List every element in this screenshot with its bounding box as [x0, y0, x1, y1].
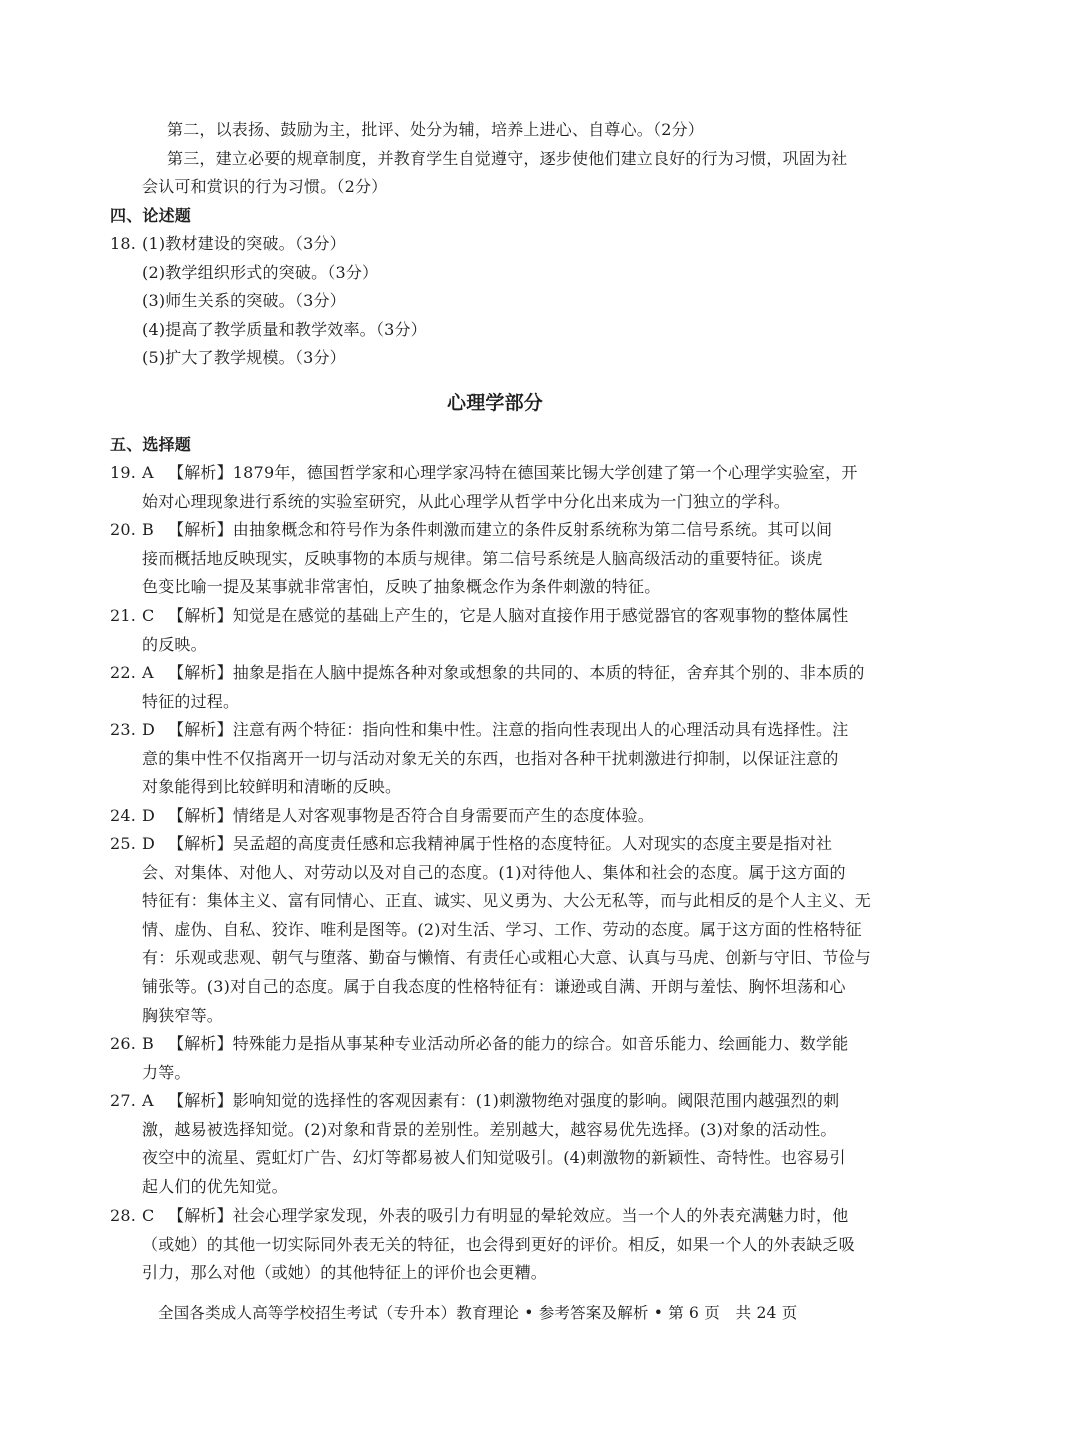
question-26-line: 力等。 [142, 1062, 191, 1082]
answer-item: (1)教材建设的突破。（3分） [142, 234, 346, 253]
prev-answer-line-3: 会认可和赏识的行为习惯。（2分） [142, 177, 388, 196]
question-23-line [110, 720, 848, 740]
question-20-line: 接而概括地反映现实，反映事物的本质与规律。第二信号系统是人脑高级活动的重要特征。谈虎 [142, 548, 823, 568]
question-19-line [110, 463, 858, 483]
answer-letter: A [142, 663, 154, 682]
answer-item: (3)师生关系的突破。（3分） [142, 291, 346, 310]
answer-letter: A [142, 1091, 154, 1110]
explanation-text: 【解析】知觉是在感觉的基础上产生的，它是人脑对直接作用于感觉器官的客观事物的整体属性 [168, 606, 849, 625]
explanation-text: 【解析】社会心理学家发现，外表的吸引力有明显的晕轮效应。当一个人的外表充满魅力时，他 [168, 1206, 849, 1225]
section-heading-essay: 四、论述题 [110, 206, 192, 225]
answer-letter: D [142, 720, 156, 739]
question-number: 24. [110, 806, 137, 825]
question-20-line: 色变比喻一提及某事就非常害怕，反映了抽象概念作为条件刺激的特征。 [142, 577, 661, 597]
question-24-line [110, 806, 654, 826]
question-25-line: 胸狭窄等。 [142, 1005, 224, 1025]
explanation-text: 【解析】影响知觉的选择性的客观因素有：(1)刺激物绝对强度的影响。阈限范围内越强烈的刺 [168, 1091, 840, 1110]
section-heading-choice: 五、选择题 [110, 435, 192, 454]
question-28-line: 引力，那么对他（或她）的其他特征上的评价也会更糟。 [142, 1263, 548, 1283]
question-25-line: 特征有：集体主义、富有同情心、正直、诚实、见义勇为、大公无私等，而与此相反的是个人主义、无 [142, 891, 872, 911]
question-27-line: 起人们的优先知觉。 [142, 1176, 288, 1196]
question-26-line [110, 1034, 848, 1054]
question-18-line [110, 234, 346, 254]
question-number: 21. [110, 606, 137, 625]
question-number: 28. [110, 1206, 137, 1225]
answer-letter: B [142, 520, 154, 539]
explanation-text: 【解析】吴孟超的高度责任感和忘我精神属于性格的态度特征。人对现实的态度主要是指对社 [168, 834, 833, 853]
question-number: 23. [110, 720, 137, 739]
explanation-text: 【解析】由抽象概念和符号作为条件刺激而建立的条件反射系统称为第二信号系统。其可以间 [168, 520, 833, 539]
explanation-text: 【解析】注意有两个特征：指向性和集中性。注意的指向性表现出人的心理活动具有选择性。注 [168, 720, 849, 739]
question-28-line: （或她）的其他一切实际同外表无关的特征，也会得到更好的评价。相反，如果一个人的外表缺乏吸 [142, 1234, 855, 1254]
question-28-line [110, 1206, 848, 1226]
question-21-line: 的反映。 [142, 634, 207, 654]
question-23-line: 对象能得到比较鲜明和清晰的反映。 [142, 777, 402, 797]
answer-letter: D [142, 806, 156, 825]
prev-answer-line-1: 第二，以表扬、鼓励为主，批评、处分为辅，培养上进心、自尊心。（2分） [167, 120, 704, 139]
question-27-line [110, 1091, 839, 1111]
question-25-line: 会、对集体、对他人、对劳动以及对自己的态度。(1)对待他人、集体和社会的态度。属于这方面的 [142, 862, 846, 882]
question-number: 18. [110, 234, 137, 253]
question-25-line: 铺张等。(3)对自己的态度。属于自我态度的性格特征有：谦逊或自满、开朗与羞怯、胸怀坦荡和心 [142, 977, 846, 996]
question-21-line [110, 606, 848, 626]
question-19-line: 始对心理现象进行系统的实验室研究，从此心理学从哲学中分化出来成为一门独立的学科。 [142, 491, 791, 511]
answer-item: (2)教学组织形式的突破。（3分） [142, 263, 379, 282]
question-25-line: 情、虚伪、自私、狡诈、唯利是图等。(2)对生活、学习、工作、劳动的态度。属于这方面的性格特征 [142, 919, 862, 939]
question-20-line [110, 520, 832, 540]
question-number: 19. [110, 463, 137, 482]
question-27-line: 夜空中的流星、霓虹灯广告、幻灯等都易被人们知觉吸引。(4)刺激物的新颖性、奇特性。也容易引 [142, 1148, 846, 1168]
answer-letter: C [142, 606, 155, 625]
question-number: 27. [110, 1091, 137, 1110]
question-25-line [110, 834, 832, 854]
question-22-line [110, 663, 865, 683]
part-title: 心理学部分 [447, 392, 544, 414]
question-23-line: 意的集中性不仅指离开一切与活动对象无关的东西，也指对各种干扰刺激进行抑制，以保证注意的 [142, 748, 839, 768]
answer-item: (4)提高了教学质量和教学效率。（3分） [142, 320, 427, 339]
question-number: 25. [110, 834, 137, 853]
question-number: 22. [110, 663, 137, 682]
question-number: 26. [110, 1034, 137, 1053]
question-number: 20. [110, 520, 137, 539]
question-27-line: 激，越易被选择知觉。(2)对象和背景的差别性。差别越大，越容易优先选择。(3)对象的活动性。 [142, 1119, 837, 1139]
explanation-text: 【解析】1879年，德国哲学家和心理学家冯特在德国莱比锡大学创建了第一个心理学实验室，开 [168, 463, 858, 482]
explanation-text: 【解析】抽象是指在人脑中提炼各种对象或想象的共同的、本质的特征，舍弃其个别的、非本质的 [168, 663, 865, 682]
page-footer: 全国各类成人高等学校招生考试（专升本）教育理论 • 参考答案及解析 • 第 6 页 共 24 页 [158, 1304, 798, 1322]
question-25-line: 有：乐观或悲观、朝气与堕落、勤奋与懒惰、有责任心或粗心大意、认真与马虎、创新与守旧、节俭与 [142, 948, 872, 968]
explanation-text: 【解析】特殊能力是指从事某种专业活动所必备的能力的综合。如音乐能力、绘画能力、数学能 [168, 1034, 849, 1053]
answer-item: (5)扩大了教学规模。（3分） [142, 348, 346, 367]
prev-answer-line-2: 第三，建立必要的规章制度，并教育学生自觉遵守，逐步使他们建立良好的行为习惯，巩固为社 [167, 149, 848, 168]
explanation-text: 【解析】情绪是人对客观事物是否符合自身需要而产生的态度体验。 [168, 806, 655, 825]
answer-letter: B [142, 1034, 154, 1053]
answer-letter: D [142, 834, 156, 853]
answer-letter: C [142, 1206, 155, 1225]
answer-letter: A [142, 463, 154, 482]
question-22-line: 特征的过程。 [142, 691, 240, 711]
